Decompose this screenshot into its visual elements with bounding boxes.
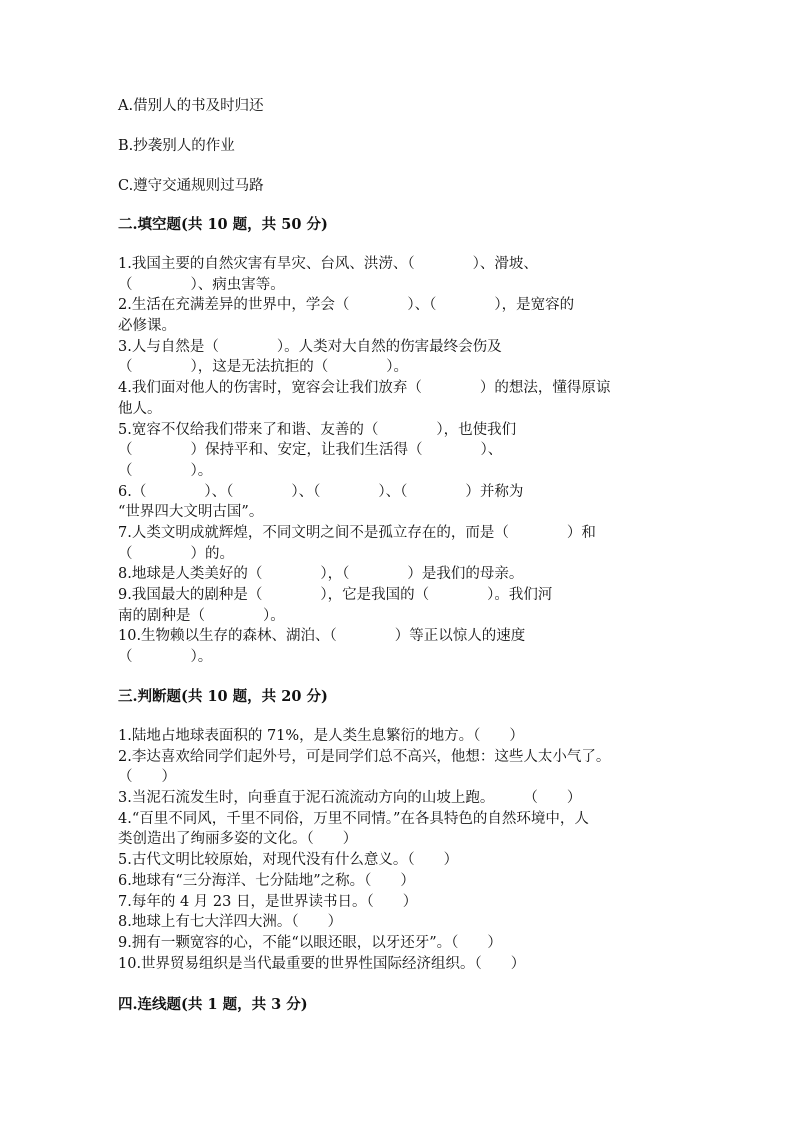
question-line: （ ）、病虫害等。 (118, 276, 285, 293)
section-title-fill-blank: 二.填空题(共 10 题，共 50 分) (118, 216, 328, 233)
question-line: 10.世界贸易组织是当代最重要的世界性国际经济组织。（ ） (118, 955, 526, 972)
question-line: 2.生活在充满差异的世界中，学会（ ）、（ ），是宽容的 (118, 297, 575, 314)
question-line: “世界四大文明古国”。 (118, 504, 264, 521)
question-line: 6.地球有“三分海洋、七分陆地”之称。（ ） (118, 872, 415, 889)
question-line: （ ）。 (118, 462, 213, 479)
question-line: 5.古代文明比较原始，对现代没有什么意义。（ ） (118, 852, 459, 869)
question-line: 8.地球上有七大洋四大洲。（ ） (118, 914, 343, 931)
question-line: 4.“百里不同风，千里不同俗，万里不同情。”在各具特色的自然环境中，人 (118, 810, 589, 827)
question-line: （ ） (118, 769, 176, 786)
option-c: C.遵守交通规则过马路 (118, 178, 264, 194)
section-title-true-false: 三.判断题(共 10 题，共 20 分) (118, 688, 328, 705)
question-line: （ ）。 (118, 649, 213, 666)
section-title-matching: 四.连线题(共 1 题，共 3 分) (118, 996, 308, 1013)
question-line: 3.人与自然是（ ）。人类对大自然的伤害最终会伤及 (118, 338, 502, 355)
option-b: B.抄袭别人的作业 (118, 138, 235, 154)
question-line: 2.李达喜欢给同学们起外号，可是同学们总不高兴，他想：这些人太小气了。 (118, 748, 611, 765)
fill-blank-questions (118, 254, 678, 668)
true-false-questions (118, 726, 678, 974)
question-line: （ ）保持平和、安定，让我们生活得（ ）、 (118, 442, 503, 459)
question-line: 南的剧种是（ ）。 (118, 607, 285, 624)
question-line: 必修课。 (118, 318, 176, 335)
question-line: 3.当泥石流发生时，向垂直于泥石流流动方向的山坡上跑。 （ ） (118, 790, 582, 807)
question-line: 1.陆地占地球表面积的 71%，是人类生息繁衍的地方。（ ） (118, 728, 524, 744)
question-line: 7.每年的 4 月 23 日，是世界读书日。（ ） (118, 893, 418, 910)
question-line: 6.（ ）、（ ）、（ ）、（ ）并称为 (118, 483, 524, 500)
question-line: 5.宽容不仅给我们带来了和谐、友善的（ ），也使我们 (118, 421, 517, 438)
question-line: 10.生物赖以生存的森林、湖泊、（ ）等正以惊人的速度 (118, 628, 526, 645)
question-line: 4.我们面对他人的伤害时，宽容会让我们放弃（ ）的想法，懂得原谅 (118, 380, 611, 397)
question-line: 类创造出了绚丽多姿的文化。（ ） (118, 831, 358, 848)
question-line: 7.人类文明成就辉煌，不同文明之间不是孤立存在的，而是（ ）和 (118, 524, 596, 541)
question-line: 他人。 (118, 400, 162, 417)
option-a: A.借别人的书及时归还 (118, 98, 264, 114)
question-line: 9.拥有一颗宽容的心，不能“以眼还眼，以牙还牙”。（ ） (118, 934, 502, 951)
question-line: （ ）的。 (118, 545, 234, 562)
question-line: 1.我国主要的自然灾害有旱灾、台风、洪涝、（ ）、滑坡、 (118, 256, 538, 272)
question-line: （ ），这是无法抗拒的（ ）。 (118, 359, 408, 376)
question-line: 9.我国最大的剧种是（ ），它是我国的（ ）。我们河 (118, 587, 553, 603)
question-line: 8.地球是人类美好的（ ），（ ）是我们的母亲。 (118, 566, 524, 583)
